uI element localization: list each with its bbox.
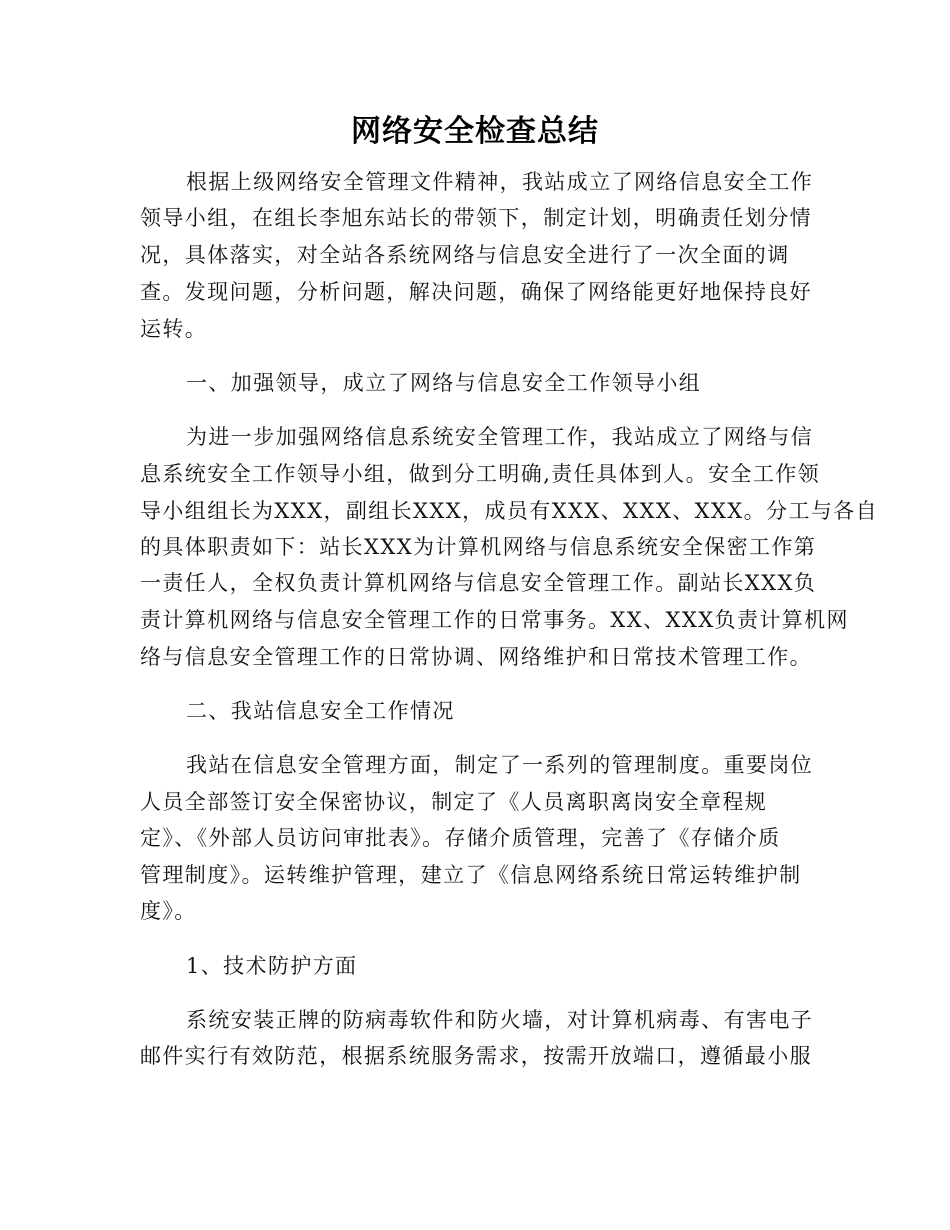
paragraph-line: 息系统安全工作领导小组，做到分工明确,责任具体到人。安全工作领 (140, 462, 821, 486)
paragraph-line: 责计算机网络与信息安全管理工作的日常事务。XX、XXX负责计算机网 (140, 608, 849, 632)
subsection-heading: 1、技术防护方面 (186, 954, 358, 978)
paragraph-line: 运转。 (140, 317, 208, 341)
paragraph-line: 根据上级网络安全管理文件精神，我站成立了网络信息安全工作 (186, 170, 814, 194)
paragraph-line: 络与信息安全管理工作的日常协调、网络维护和日常技术管理工作。 (140, 645, 812, 669)
section-heading: 一、加强领导，成立了网络与信息安全工作领导小组 (186, 371, 702, 395)
paragraph-line: 邮件实行有效防范，根据系统服务需求，按需开放端口，遵循最小服 (140, 1044, 812, 1068)
document-title: 网络安全检查总结 (351, 114, 599, 149)
paragraph-line: 度》。 (140, 899, 197, 923)
paragraph-line: 领导小组，在组长李旭东站长的带领下，制定计划，明确责任划分情 (140, 206, 812, 230)
paragraph-line: 系统安装正牌的防病毒软件和防火墙，对计算机病毒、有害电子 (186, 1008, 814, 1032)
paragraph-line: 况，具体落实，对全站各系统网络与信息安全进行了一次全面的调 (140, 243, 790, 267)
paragraph-line: 为进一步加强网络信息系统安全管理工作，我站成立了网络与信 (186, 425, 814, 449)
section-heading: 二、我站信息安全工作情况 (186, 699, 455, 723)
paragraph-line: 管理制度》。运转维护管理，建立了《信息网络系统日常运转维护制 (140, 863, 802, 887)
paragraph-line: 我站在信息安全管理方面，制定了一系列的管理制度。重要岗位 (186, 753, 814, 777)
paragraph-line: 导小组组长为XXX，副组长XXX，成员有XXX、XXX、XXX。分工与各自 (140, 499, 879, 523)
paragraph-line: 定》、《外部人员访问审批表》。存储介质管理，完善了《存储介质 (140, 826, 781, 850)
paragraph-line: 的具体职责如下：站长XXX为计算机网络与信息系统安全保密工作第 (140, 535, 817, 559)
paragraph-line: 一责任人，全权负责计算机网络与信息安全管理工作。副站长XXX负 (140, 571, 817, 595)
paragraph-line: 人员全部签订安全保密协议，制定了《人员离职离岗安全章程规 (140, 790, 768, 814)
paragraph-line: 查。发现问题，分析问题，解决问题，确保了网络能更好地保持良好 (140, 280, 812, 304)
